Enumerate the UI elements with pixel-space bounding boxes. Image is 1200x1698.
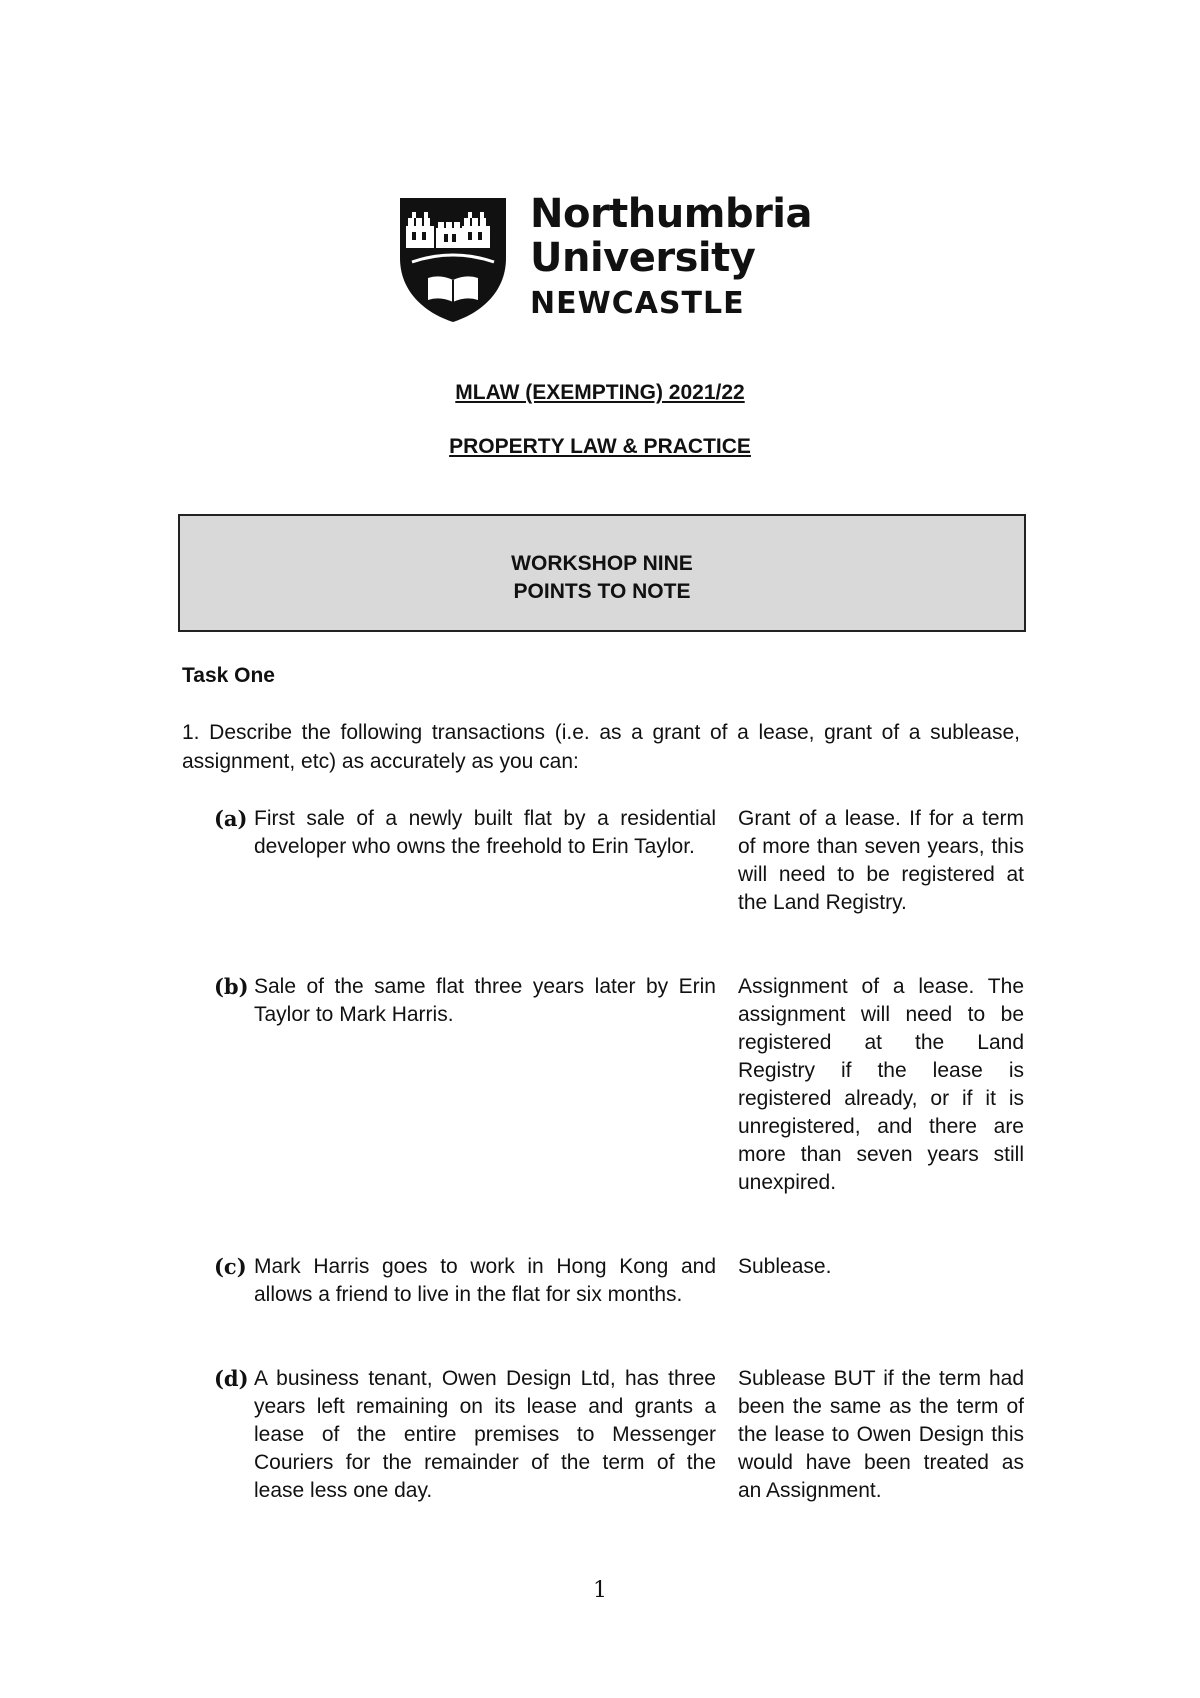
item-question: A business tenant, Owen Design Ltd, has three years left remaining on its lease and grants a lease of the entire premises to Messenger Couriers for the remainder of the term of the lease less one day. bbox=[254, 1367, 716, 1502]
workshop-box bbox=[178, 514, 1026, 632]
item-answer: Grant of a lease. If for a term of more than seven years, this will need to be registered at the Land Registry. bbox=[738, 807, 1024, 914]
item-letter: (d) bbox=[214, 1366, 249, 1391]
workshop-title: WORKSHOP NINE bbox=[511, 552, 693, 575]
logo-line-northumbria: Northumbria bbox=[530, 191, 812, 237]
course-title: MLAW (EXEMPTING) 2021/22 bbox=[455, 381, 745, 404]
item-question: Sale of the same flat three years later by Erin Taylor to Mark Harris. bbox=[254, 975, 716, 1026]
item-answer: Sublease. bbox=[738, 1255, 832, 1278]
item-letter: (b) bbox=[214, 974, 249, 999]
module-title: PROPERTY LAW & PRACTICE bbox=[449, 435, 751, 458]
university-logo bbox=[398, 191, 812, 326]
logo-line-newcastle: NEWCASTLE bbox=[530, 286, 745, 321]
logo-line-university: University bbox=[530, 235, 756, 281]
item-answer: Sublease BUT if the term had been the same as the term of the lease to Owen Design this would have been treated as an Assignment. bbox=[738, 1367, 1024, 1502]
page-number: 1 bbox=[593, 1578, 607, 1603]
item-letter: (c) bbox=[214, 1254, 247, 1279]
item-answer: Assignment of a lease. The assignment will need to be registered at the Land Registry if the lease is registered already, or if it is unregistered, and there are more than seven years still unexpired. bbox=[738, 975, 1024, 1194]
workshop-subtitle: POINTS TO NOTE bbox=[513, 580, 691, 603]
question-intro: 1. Describe the following transactions (i.e. as a grant of a lease, grant of a sublease, assignment, etc) as accurately as you can: bbox=[182, 721, 1020, 773]
item-question: Mark Harris goes to work in Hong Kong and allows a friend to live in the flat for six months. bbox=[254, 1255, 716, 1306]
item-question: First sale of a newly built flat by a residential developer who owns the freehold to Erin Taylor. bbox=[254, 807, 716, 858]
shield-crest-icon bbox=[398, 196, 508, 324]
item-letter: (a) bbox=[214, 806, 248, 831]
task-heading: Task One bbox=[182, 664, 275, 687]
logo-wordmark bbox=[530, 192, 812, 328]
